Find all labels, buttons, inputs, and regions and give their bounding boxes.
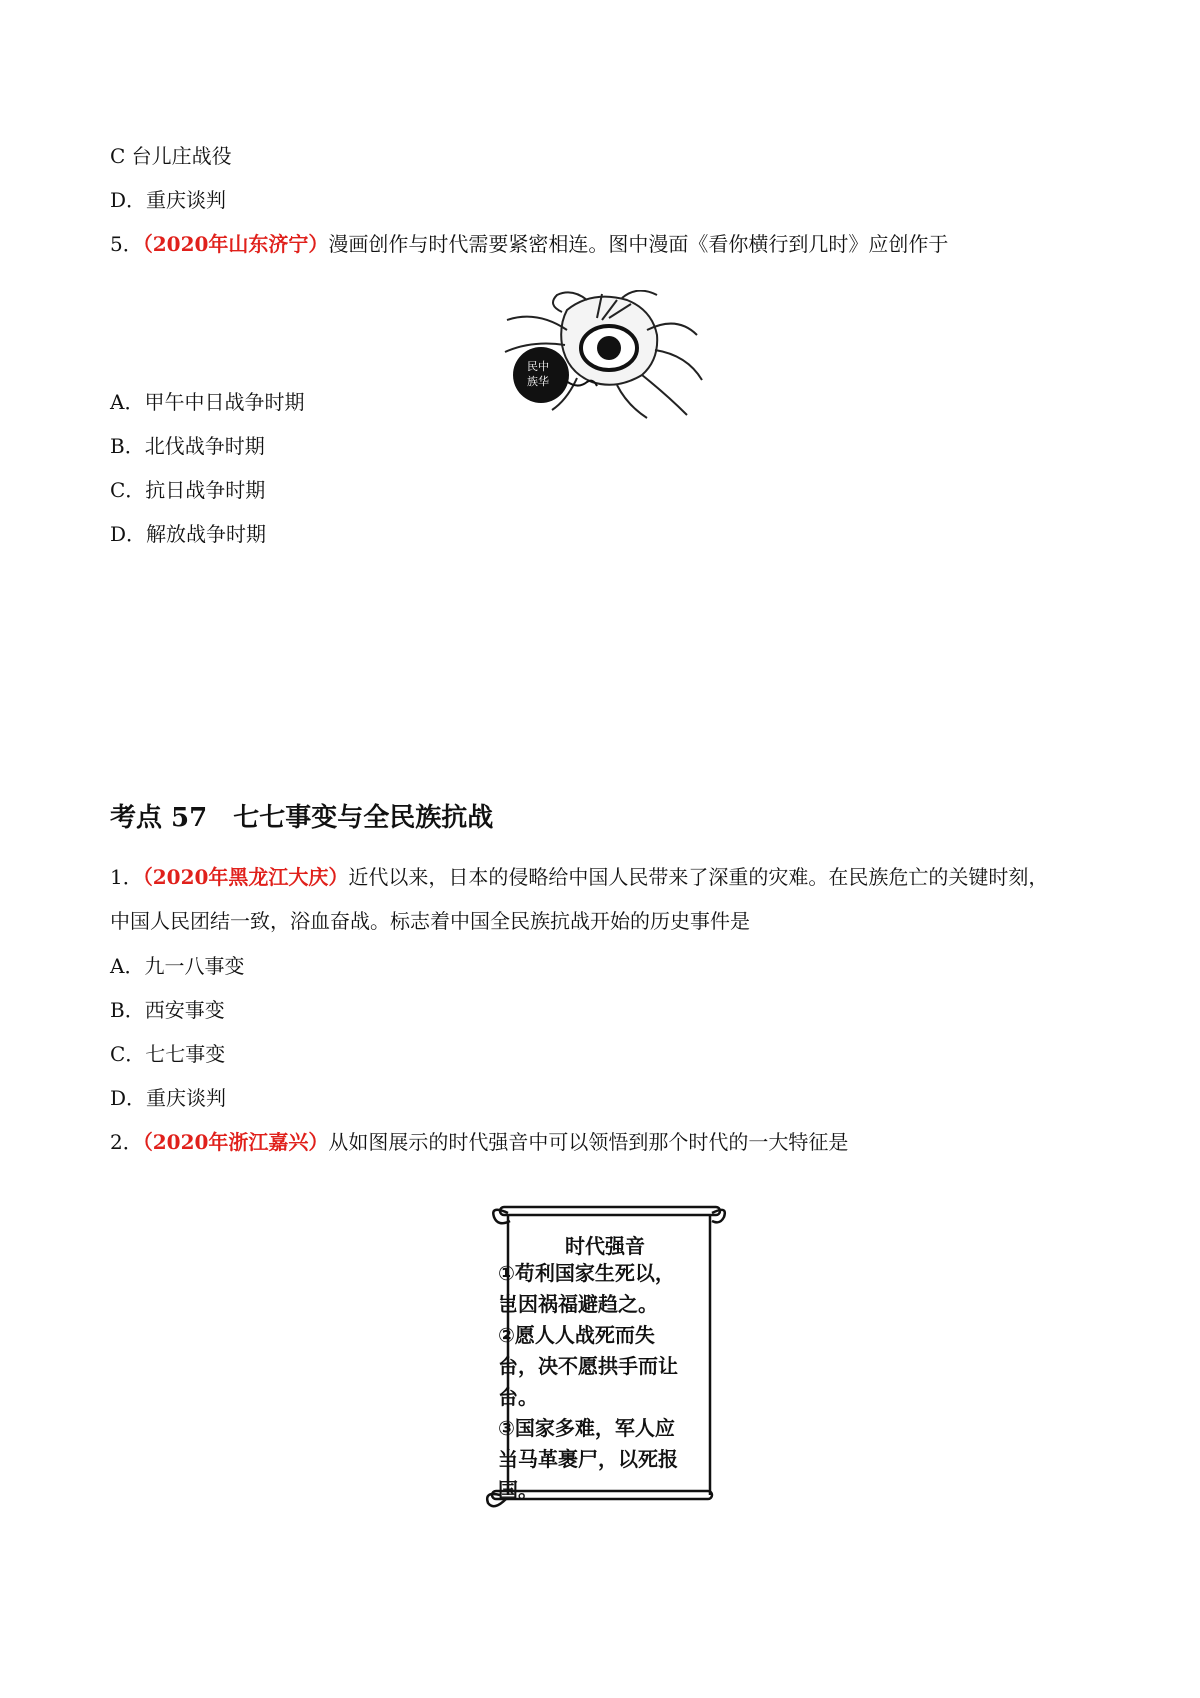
scroll-line: ①苟利国家生死以， [498, 1261, 675, 1285]
question-stem: 从如图展示的时代强音中可以领悟到那个时代的一大特征是 [328, 1130, 849, 1154]
s1-question [110, 863, 1048, 891]
s1-option-c: C．七七事变 [110, 1042, 226, 1066]
question-number: 5． [110, 232, 143, 256]
q5-option-d: D．解放战争时期 [110, 522, 267, 546]
s1-option-d: D．重庆谈判 [110, 1086, 227, 1110]
section-label: 考点 57 [110, 803, 208, 833]
q5-option-c: C．抗日战争时期 [110, 478, 266, 502]
bomb-label-2: 族华 [527, 375, 549, 388]
question-stem: 漫画创作与时代需要紧密相连。图中漫面《看你横行到几时》应创作于 [328, 232, 949, 256]
scroll-line: 台，决不愿拱手而让 [498, 1354, 678, 1378]
option-c-prev: C 台儿庄战役 [110, 144, 232, 168]
scroll-line: 国。 [498, 1478, 538, 1502]
section-title: 七七事变与全民族抗战 [233, 803, 494, 833]
scroll-line: 当马革裹尸，以死报 [498, 1447, 678, 1471]
option-d-prev: D．重庆谈判 [110, 188, 227, 212]
s2-question [110, 1128, 848, 1156]
s1-option-b: B．西安事变 [110, 998, 225, 1022]
scroll-line: 台。 [498, 1385, 538, 1409]
question-stem-line2: 中国人民团结一致，浴血奋战。标志着中国全民族抗战开始的历史事件是 [110, 909, 750, 933]
question-source: （2020年山东济宁） [142, 232, 329, 256]
question-source: （2020年浙江嘉兴） [142, 1130, 329, 1154]
question-number: 2． [110, 1130, 143, 1154]
bomb-label: 民中 [527, 360, 549, 373]
scroll-line: 岂因祸福避趋之。 [498, 1292, 658, 1316]
q5-option-b: B．北伐战争时期 [110, 434, 265, 458]
question-stem-line1: 近代以来，日本的侵略给中国人民带来了深重的灾难。在民族危亡的关键时刻， [348, 865, 1049, 889]
question-source: （2020年黑龙江大庆） [142, 865, 349, 889]
scroll-line: ③国家多难，军人应 [498, 1416, 675, 1440]
scroll-title: 时代强音 [565, 1234, 645, 1258]
crab-cartoon-image [497, 290, 707, 420]
scroll-line: ②愿人人战死而失 [498, 1323, 655, 1347]
q5-option-a: A．甲午中日战争时期 [110, 390, 305, 414]
section-heading [110, 800, 493, 836]
s1-option-a: A．九一八事变 [110, 954, 245, 978]
question-number: 1． [110, 865, 143, 889]
question-5 [110, 230, 948, 258]
